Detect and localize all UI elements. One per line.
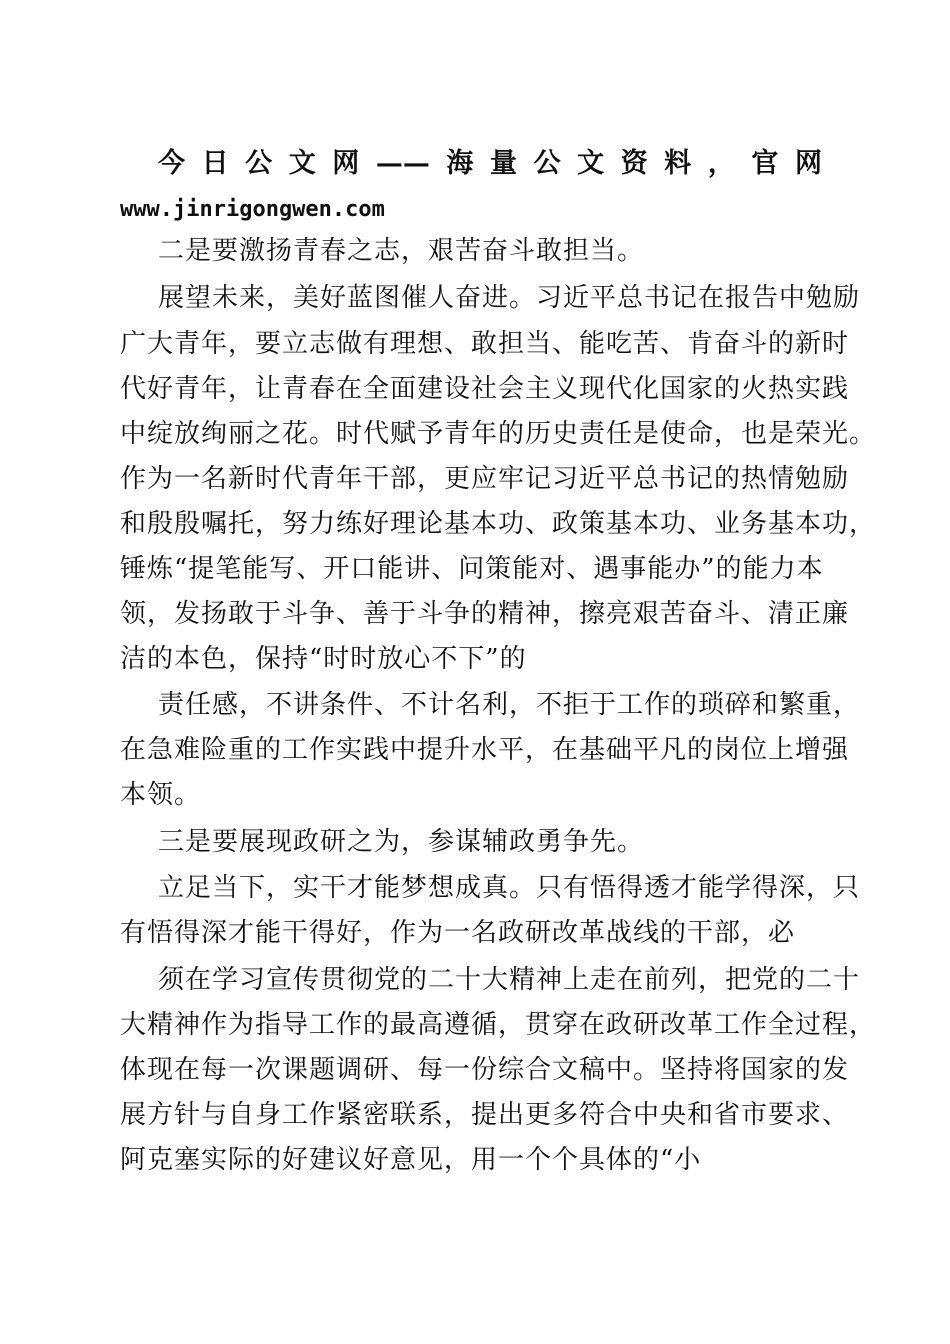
paragraph-line: 大精神作为指导工作的最高遵循，贯穿在政研改革工作全过程， [120,1010,877,1040]
site-url[interactable]: www.jinrigongwen.com [120,197,385,222]
section-heading-3: 三是要展现政研之为，参谋辅政勇争先。 [158,827,645,857]
paragraph-line: 代好青年，让青春在全面建设社会主义现代化国家的火热实践 [120,374,850,404]
paragraph-line: 领，发扬敢于斗争、善于斗争的精神，擦亮艰苦奋斗、清正廉 [120,599,850,629]
paragraph-line: 须在学习宣传贯彻党的二十大精神上走在前列，把党的二十 [158,965,861,995]
section-heading-2: 二是要激扬青春之志，艰苦奋斗敢担当。 [158,236,645,266]
paragraph-line: 中绽放绚丽之花。时代赋予青年的历史责任是使命，也是荣光。 [120,419,877,449]
paragraph-line: 体现在每一次课题调研、每一份综合文稿中。坚持将国家的发 [120,1055,850,1085]
paragraph-line: 阿克塞实际的好建议好意见，用一个个具体的“小 [120,1145,702,1175]
paragraph-line: 在急难险重的工作实践中提升水平，在基础平凡的岗位上增强 [120,735,850,765]
paragraph-line: 锤炼“提笔能写、开口能讲、问策能对、遇事能办”的能力本 [120,554,824,584]
paragraph-line: 作为一名新时代青年干部，更应牢记习近平总书记的热情勉励 [120,464,850,494]
paragraph-line: 展方针与自身工作紧密联系，提出更多符合中央和省市要求、 [120,1100,850,1130]
paragraph-line: 展望未来，美好蓝图催人奋进。习近平总书记在报告中勉励 [158,283,861,313]
paragraph-line: 责任感，不讲条件、不计名利，不拒于工作的琐碎和繁重， [158,690,861,720]
paragraph-line: 立足当下，实干才能梦想成真。只有悟得透才能学得深，只 [158,873,861,903]
paragraph-line: 广大青年，要立志做有理想、敢担当、能吃苦、肯奋斗的新时 [120,329,850,359]
paragraph-line: 和殷殷嘱托，努力练好理论基本功、政策基本功、业务基本功， [120,509,877,539]
paragraph-line: 有悟得深才能干得好，作为一名政研改革战线的干部，必 [120,918,796,948]
paragraph-line: 洁的本色，保持“时时放心不下”的 [120,644,527,674]
paragraph-line: 本领。 [120,780,202,810]
site-header-title: 今日公文网——海量公文资料，官网 [158,148,822,179]
